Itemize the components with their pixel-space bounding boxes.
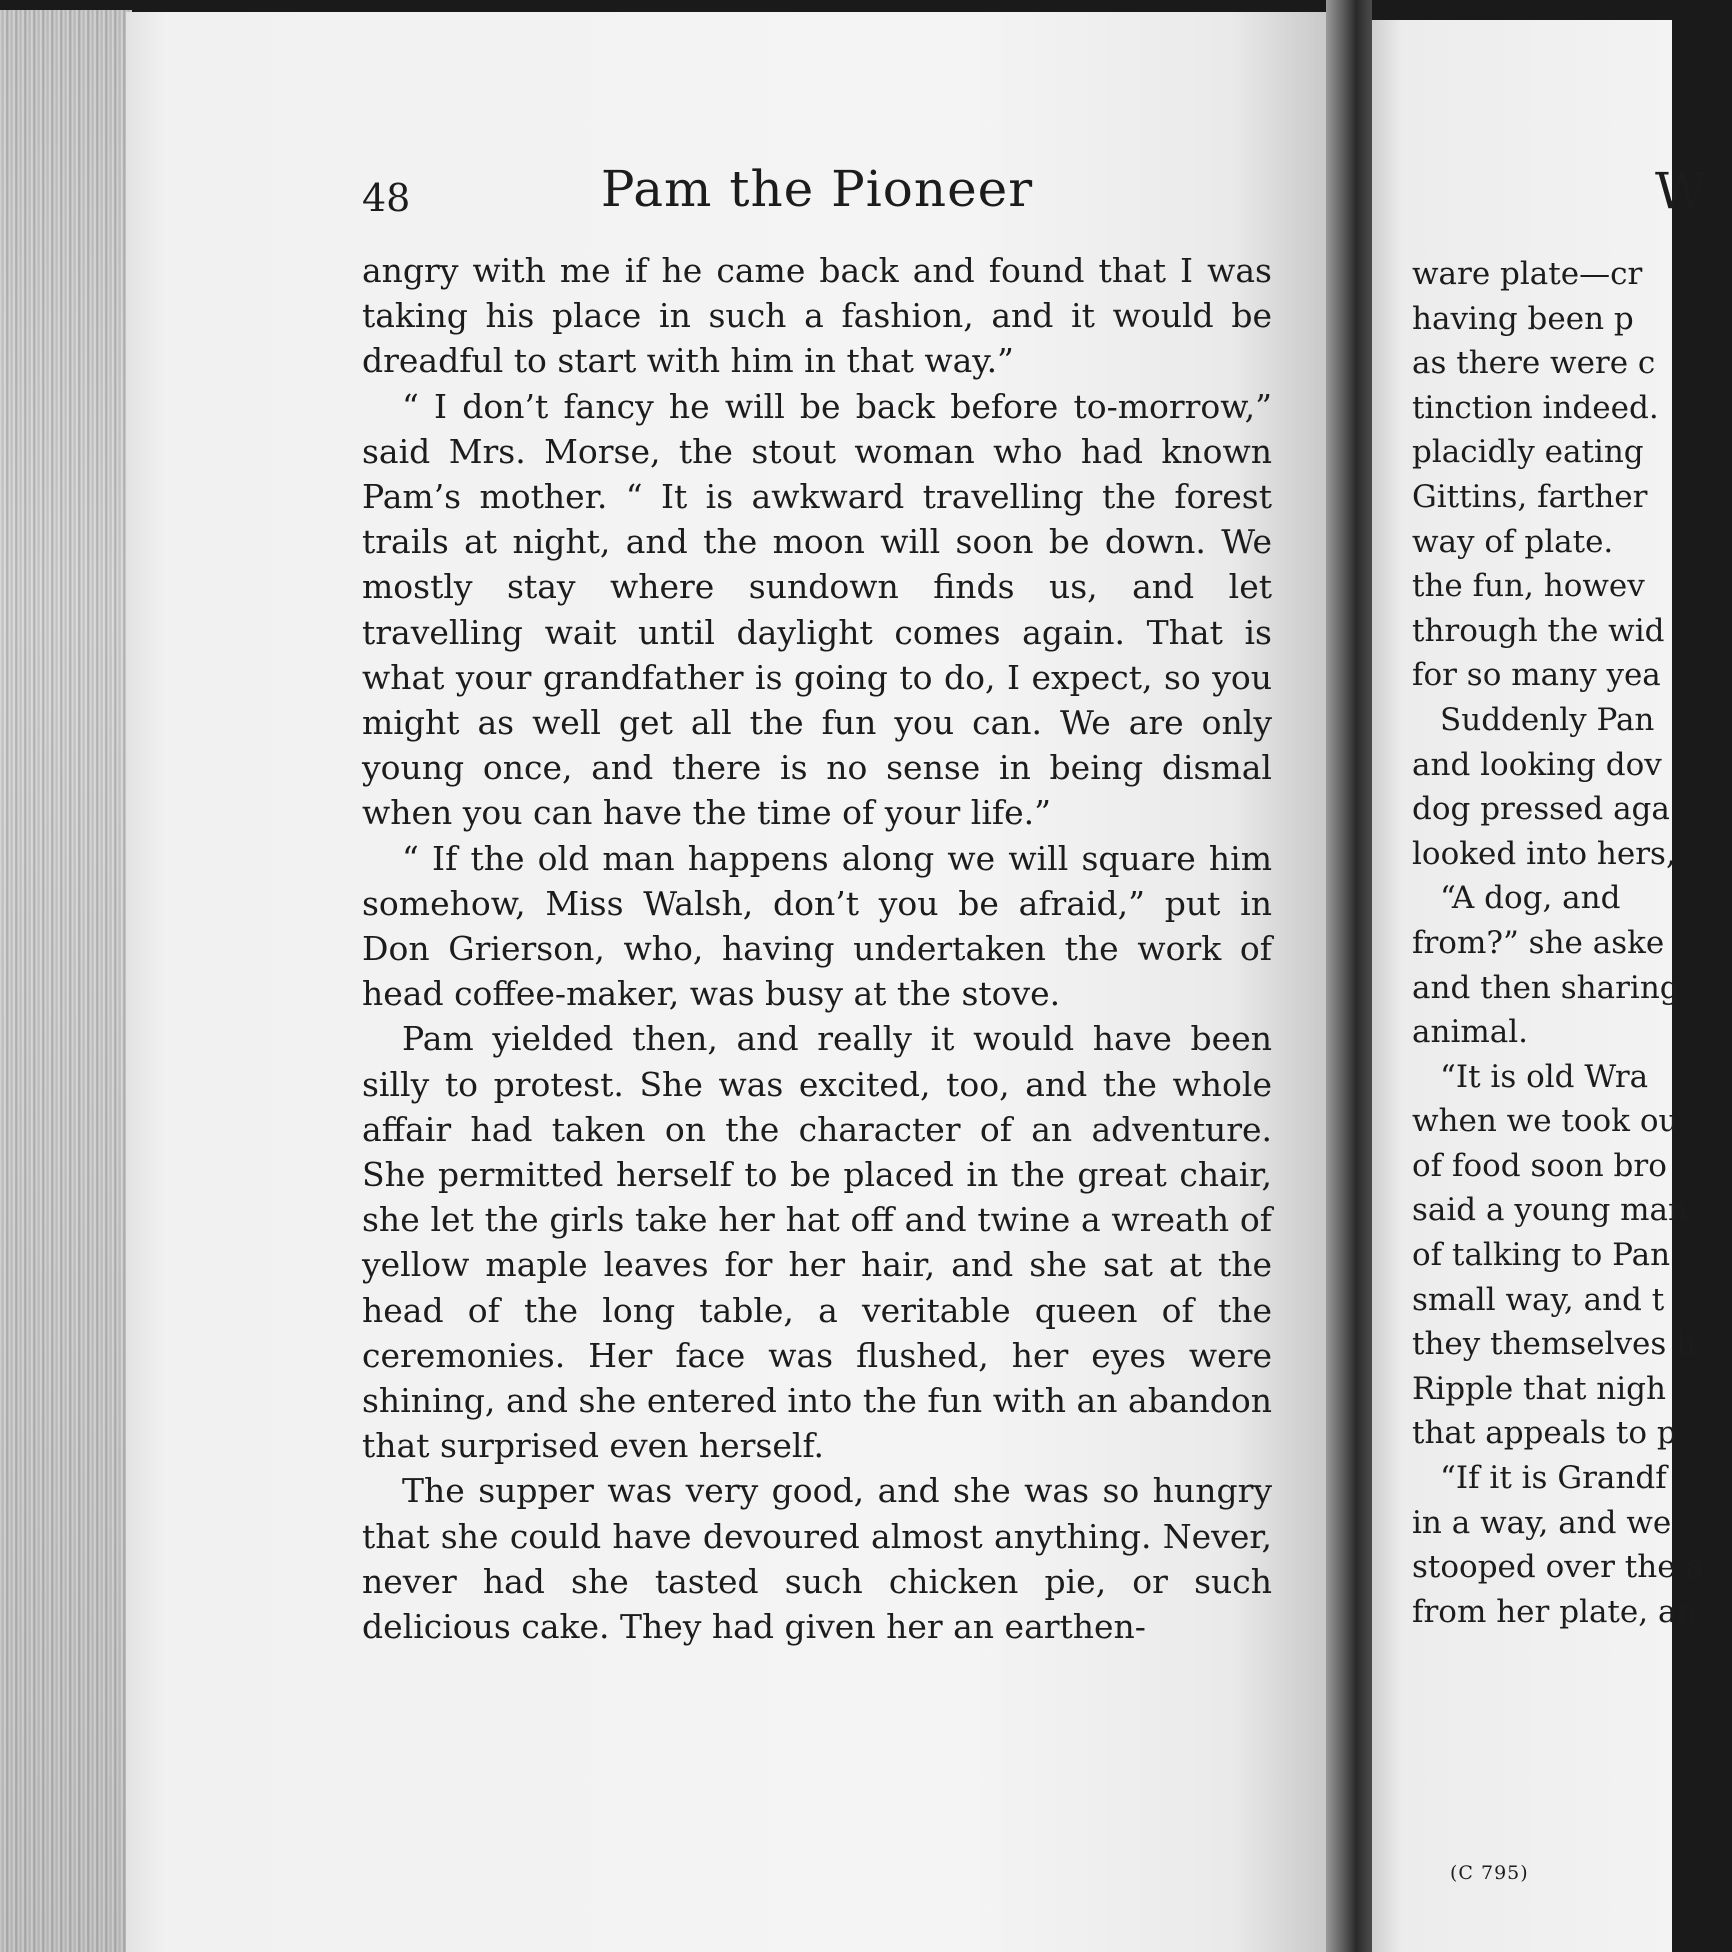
page-edges-shade [0,10,132,1952]
right-page-line: having been p [1412,300,1634,337]
right-page-line: from?” she aske [1412,924,1665,961]
right-page-line: and then sharing [1412,969,1680,1006]
right-page-line: “A dog, and [1440,880,1621,917]
running-title: Pam the Pioneer [600,160,1034,218]
right-page-line: Ripple that nigh [1412,1370,1666,1407]
left-page-body [362,248,1272,1649]
right-page-line: animal. [1412,1014,1529,1051]
right-page-line: from her plate, an [1412,1593,1697,1630]
right-page-line: said a young man [1412,1192,1688,1229]
right-page-line: “If it is Grandf [1440,1460,1667,1497]
right-page-line: “It is old Wra [1440,1058,1649,1095]
right-page-line: of food soon bro [1412,1147,1667,1184]
paragraph: Pam yielded then, and really it would have been silly to protest. She was excited, too, and the whole affair had taken on the character of an adventure. She permitted herself to be placed in the great chair, she let the girls take her hat off and twine a wreath of yellow maple leaves for her hair, and she sat at the head of the long table, a veritable queen of the ceremonies. Her face was flushed, her eyes were shining, and she entered into the fun with an abandon that surprised even herself. [362,1019,1272,1466]
right-page-line: small way, and t [1412,1281,1665,1318]
right-page-line: they themselves h [1412,1326,1697,1363]
book-gutter [1326,0,1372,1952]
right-page-line: through the wid [1412,612,1665,649]
paragraph: “ I don’t fancy he will be back before to-morrow,” said Mrs. Morse, the stout woman who had known Pam’s mother. “ It is awkward travelling the forest trails at night, and the moon will soon be down. We mostly stay where sundown finds us, and let travelling wait until daylight comes again. That is what your grandfather is going to do, I expect, so you might as well get all the fun you can. We are only young once, and there is no sense in being dismal when you can have the time of your life.” [362,386,1272,833]
right-page-line: placidly eating [1412,434,1644,471]
right-page-line: for so many yea [1412,657,1661,694]
right-page-line: in a way, and we [1412,1504,1672,1541]
right-page-body [1412,252,1732,1634]
paragraph: “ If the old man happens along we will square him somehow, Miss Walsh, don’t you be afraid,” put in Don Grierson, who, having undertaken the work of head coffee-maker, was busy at the stove. [362,838,1272,1014]
right-page-line: stooped over the a [1412,1549,1704,1586]
right-page-line: the fun, howev [1412,568,1645,605]
left-page-header [362,150,1272,240]
right-page-header: W [1655,162,1707,220]
paragraph: angry with me if he came back and found that I was taking his place in such a fashion, and it would be dreadful to start with him in that way.” [362,251,1272,381]
right-page-line: dog pressed aga [1412,791,1670,828]
paragraph: The supper was very good, and she was so hungry that she could have devoured almost anything. Never, never had she tasted such chicken pie, or such delicious cake. They had given her an earthen- [362,1471,1272,1647]
page-number: 48 [362,176,411,220]
right-page-line: Suddenly Pan [1440,701,1655,738]
right-page-line: looked into hers, [1412,835,1676,872]
right-page-line: and looking dov [1412,746,1662,783]
right-page-line: tinction indeed. [1412,389,1659,426]
signature-mark: (C 795) [1450,1862,1529,1884]
right-page-line: as there were c [1412,345,1656,382]
right-page-line: when we took ou [1412,1103,1679,1140]
right-page-line: that appeals to p [1412,1415,1677,1452]
right-page-line: way of plate. [1412,523,1614,560]
right-page-line: of talking to Pan [1412,1237,1671,1274]
right-page-line: ware plate—cr [1412,256,1643,292]
right-page-line: Gittins, farther [1412,478,1648,515]
